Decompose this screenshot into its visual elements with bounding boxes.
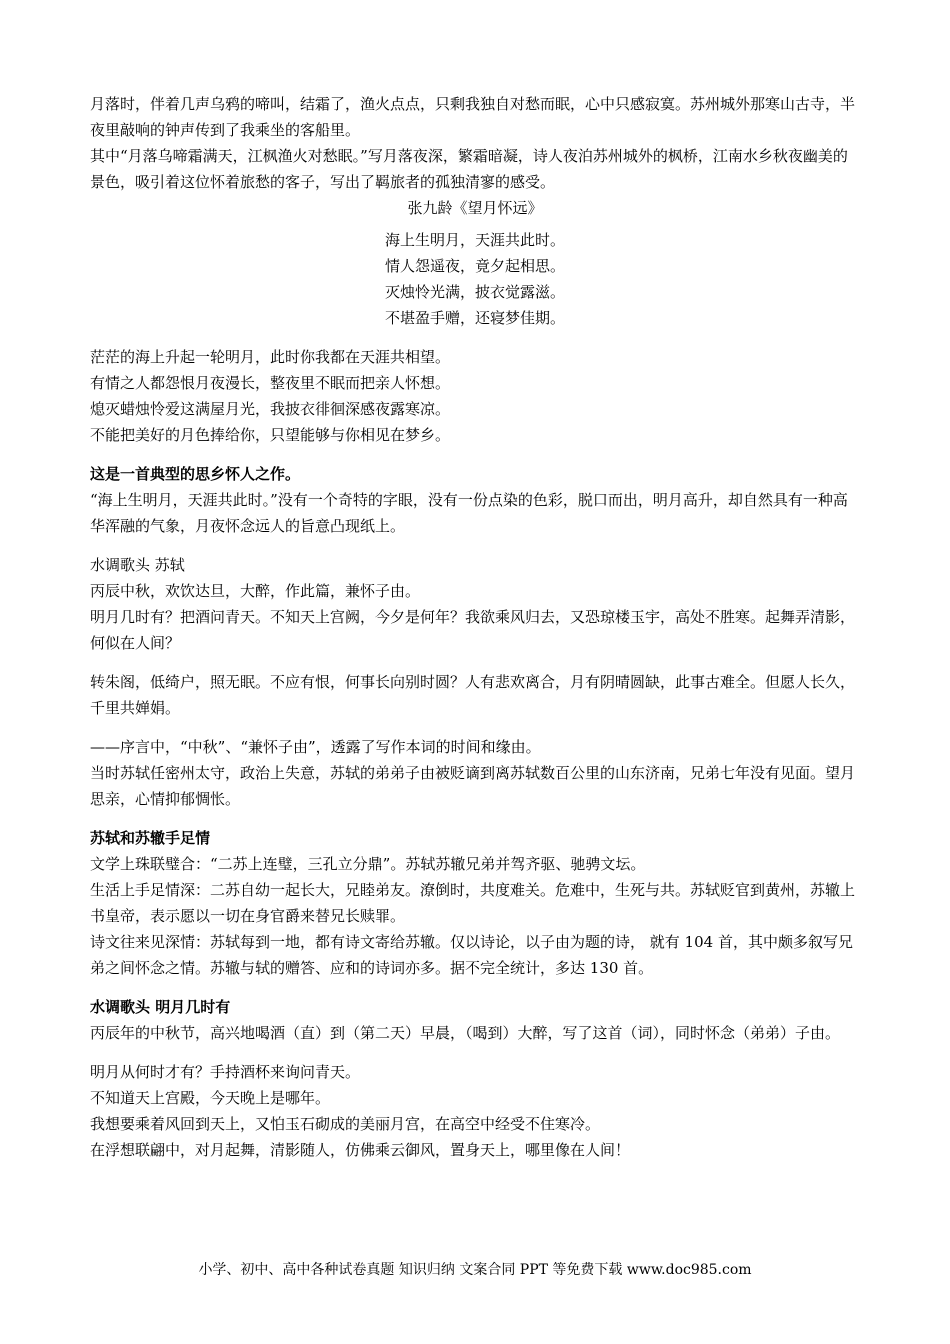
paragraph-analysis-fengqiao: 其中“月落乌啼霜满天，江枫渔火对愁眠。”写月落夜深，繁霜暗凝，诗人夜泊苏州城外的枫桥，江南水乡秋夜幽美的景色，吸引着这位怀着旅愁的客子，写出了羁旅者的孤独清寥的感受。 (90, 147, 848, 191)
poem-preface: 丙辰中秋，欢饮达旦，大醉，作此篇，兼怀子由。 (90, 582, 421, 600)
paragraph-literature: 文学上珠联璧合：“二苏上连璧，三孔立分鼎”。苏轼苏辙兄弟并驾齐驱、驰骋文坛。 (90, 855, 646, 873)
paragraph-poems: 诗文往来见深情：苏轼每到一地，都有诗文寄给苏辙。仅以诗论，以子由为题的诗， 就有 104 首，其中颇多叙写兄弟之间怀念之情。苏辙与轼的赠答、应和的诗词亦多。据不完全统计，多达 130 首。 (90, 933, 853, 977)
translation-line: 熄灭蜡烛怜爱这满屋月光，我披衣徘徊深感夜露寒凉。 (90, 400, 451, 418)
page-footer: 小学、初中、高中各种试卷真题 知识归纳 文案合同 PPT 等免费下载 www.doc985.com (198, 1262, 752, 1278)
translation-line: 不知道天上宫殿，今天晚上是哪年。 (90, 1089, 331, 1107)
poem-line: 灭烛怜光满，披衣觉露滋。 (384, 283, 565, 301)
section-heading-sixiang: 这是一首典型的思乡怀人之作。 (90, 465, 301, 483)
section-heading-brothers: 苏轼和苏辙手足情 (90, 829, 211, 847)
translation-line: 在浮想联翩中，对月起舞，清影随人，仿佛乘云御风，置身天上，哪里像在人间！ (90, 1141, 631, 1159)
paragraph-translation-fengqiao: 月落时，伴着几声乌鸦的啼叫，结霜了，渔火点点，只剩我独自对愁而眠，心中只感寂寞。苏州城外那寒山古寺，半夜里敲响的钟声传到了我乘坐的客船里。 (90, 95, 856, 139)
translation-line: 明月从何时才有？手持酒杯来询问青天。 (90, 1063, 361, 1081)
poem-stanza-2: 转朱阁，低绮户，照无眠。不应有恨，何事长向别时圆？人有悲欢离合，月有阴晴圆缺，此事古难全。但愿人长久，千里共婵娟。 (90, 673, 856, 717)
translation-line: 有情之人都怨恨月夜漫长，整夜里不眠而把亲人怀想。 (90, 374, 451, 392)
poem-line: 不堪盈手赠，还寝梦佳期。 (384, 309, 565, 327)
poem-title-wangyue: 张九龄《望月怀远》 (407, 199, 543, 217)
translation-line: 茫茫的海上升起一轮明月，此时你我都在天涯共相望。 (90, 348, 451, 366)
poem-stanza-1: 明月几时有？把酒问青天。不知天上宫阙，今夕是何年？我欲乘风归去，又恐琼楼玉宇，高处不胜寒。起舞弄清影，何似在人间？ (90, 608, 856, 652)
poem-line: 海上生明月，天涯共此时。 (384, 231, 565, 249)
paragraph-preface-translation: 丙辰年的中秋节，高兴地喝酒（直）到（第二天）早晨，（喝到）大醉，写了这首（词），同时怀念（弟弟）子由。 (90, 1024, 841, 1042)
paragraph-life: 生活上手足情深：二苏自幼一起长大，兄睦弟友。潦倒时，共度难关。危难中，生死与共。苏轼贬官到黄州，苏辙上书皇帝，表示愿以一切在身官爵来替兄长赎罪。 (90, 881, 856, 925)
poem-line: 情人怨遥夜，竟夕起相思。 (384, 257, 565, 275)
paragraph-background: 当时苏轼任密州太守，政治上失意，苏轼的弟弟子由被贬谪到离苏轼数百公里的山东济南，兄弟七年没有见面。望月思亲，心情抑郁惆怅。 (90, 764, 856, 808)
document-body (90, 91, 860, 1163)
section-heading-shuidiao: 水调歌头 明月几时有 (90, 998, 231, 1016)
translation-line: 不能把美好的月色捧给你，只望能够与你相见在梦乡。 (90, 426, 451, 444)
poem-title-shuidiao: 水调歌头 苏轼 (90, 556, 185, 574)
paragraph-preface-note: ——序言中，“中秋”、“兼怀子由”，透露了写作本词的时间和缘由。 (90, 738, 541, 756)
paragraph-analysis-wangyue: “海上生明月，天涯共此时。”没有一个奇特的字眼，没有一份点染的色彩，脱口而出，明月高升，却自然具有一种高华浑融的气象，月夜怀念远人的旨意凸现纸上。 (90, 491, 848, 535)
translation-line: 我想要乘着风回到天上，又怕玉石砌成的美丽月宫，在高空中经受不住寒冷。 (90, 1115, 601, 1133)
